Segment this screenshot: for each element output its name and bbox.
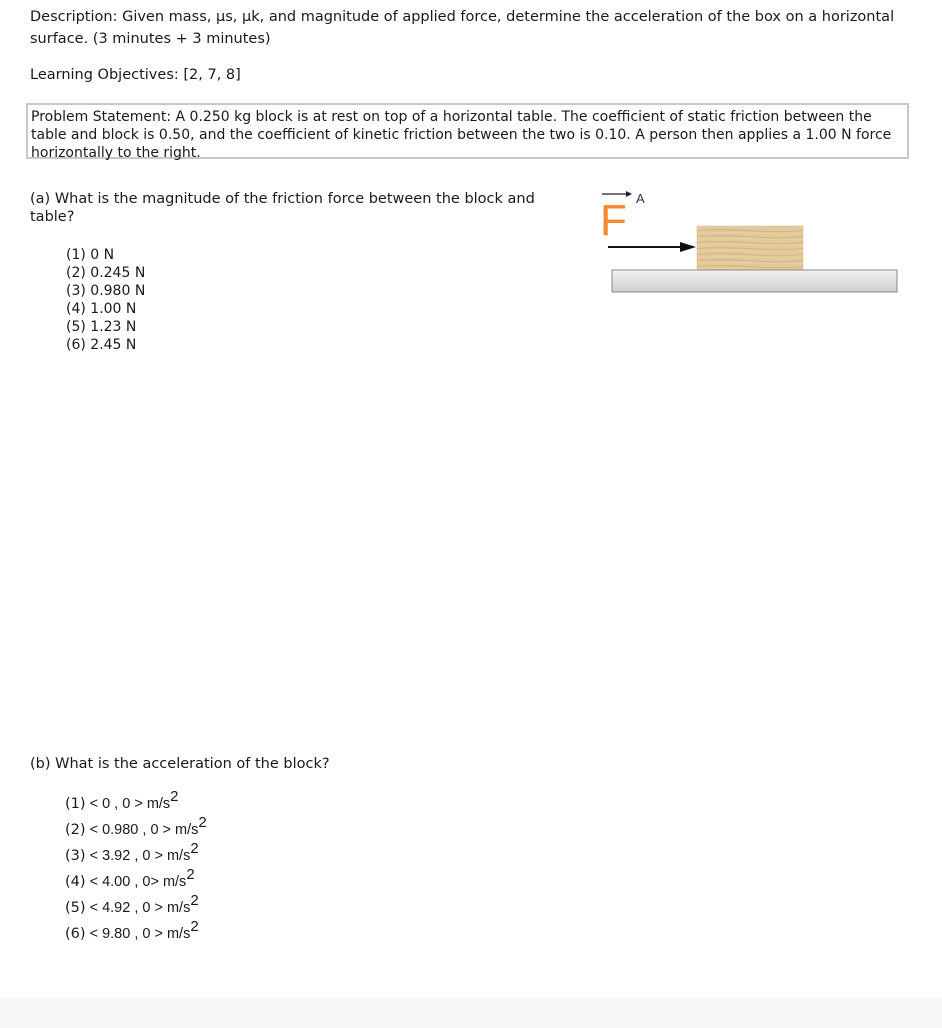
options-b <box>65 788 207 952</box>
option-a-4: (4) 1.00 N <box>66 301 137 317</box>
vector-arrowhead-icon <box>626 191 632 197</box>
block <box>697 226 803 270</box>
problem-statement-box <box>26 103 909 159</box>
question-b <box>30 754 330 774</box>
description-label: Description: <box>30 9 118 25</box>
objectives-label: Learning Objectives: <box>30 67 179 83</box>
force-diagram <box>600 186 900 296</box>
question-a-label: (a) <box>30 191 51 207</box>
option-b-5: (5) < 4.92 , $0 > m/s^2$ <box>65 892 199 916</box>
option-a-2: (2) 0.245 N <box>66 265 146 281</box>
page-bottom-band <box>0 998 942 1028</box>
option-a-1: (1) 0 N <box>66 247 115 263</box>
force-label <box>600 191 645 245</box>
description-text: Given mass, μs, μk, and magnitude of applied force, determine the acceleration of the box on a horizontal surface. (3 minutes + 3 minutes) <box>30 9 895 47</box>
question-a <box>30 190 560 226</box>
problem-label: Problem Statement: <box>31 109 172 125</box>
option-b-4: (4) < 4.00 , $0> m/s^2$ <box>65 866 195 890</box>
options-a <box>66 246 145 354</box>
force-symbol: F <box>600 196 627 245</box>
option-b-1: (1) < 0 , $0 > m/s^2$ <box>65 788 179 812</box>
option-b-6: (6) < 9.80 , $0 > m/s^2$ <box>65 918 199 942</box>
option-a-3: (3) 0.980 N <box>66 283 146 299</box>
option-a-5: (5) 1.23 N <box>66 319 137 335</box>
option-b-2: (2) < 0.980 , $0 > m/s^2$ <box>65 814 207 838</box>
force-subscript: A <box>636 191 645 206</box>
objectives-value: [2, 7, 8] <box>183 67 241 83</box>
option-a-6: (6) 2.45 N <box>66 337 137 353</box>
learning-objectives <box>30 64 241 86</box>
problem-text: A 0.250 kg block is at rest on top of a horizontal table. The coefficient of static friction between the table and block is 0.50, and the coefficient of kinetic friction between the two is 0.10. A person then applies a 1.00 N force horizontally to the right. <box>31 109 892 161</box>
question-b-text: What is the acceleration of the block? <box>55 756 330 772</box>
option-b-3: (3) < 3.92 , $0 > m/s^2$ <box>65 840 199 864</box>
question-b-label: (b) <box>30 756 51 772</box>
description <box>30 6 920 50</box>
table-surface <box>612 270 897 292</box>
question-a-text: What is the magnitude of the friction force between the block and table? <box>30 191 535 225</box>
